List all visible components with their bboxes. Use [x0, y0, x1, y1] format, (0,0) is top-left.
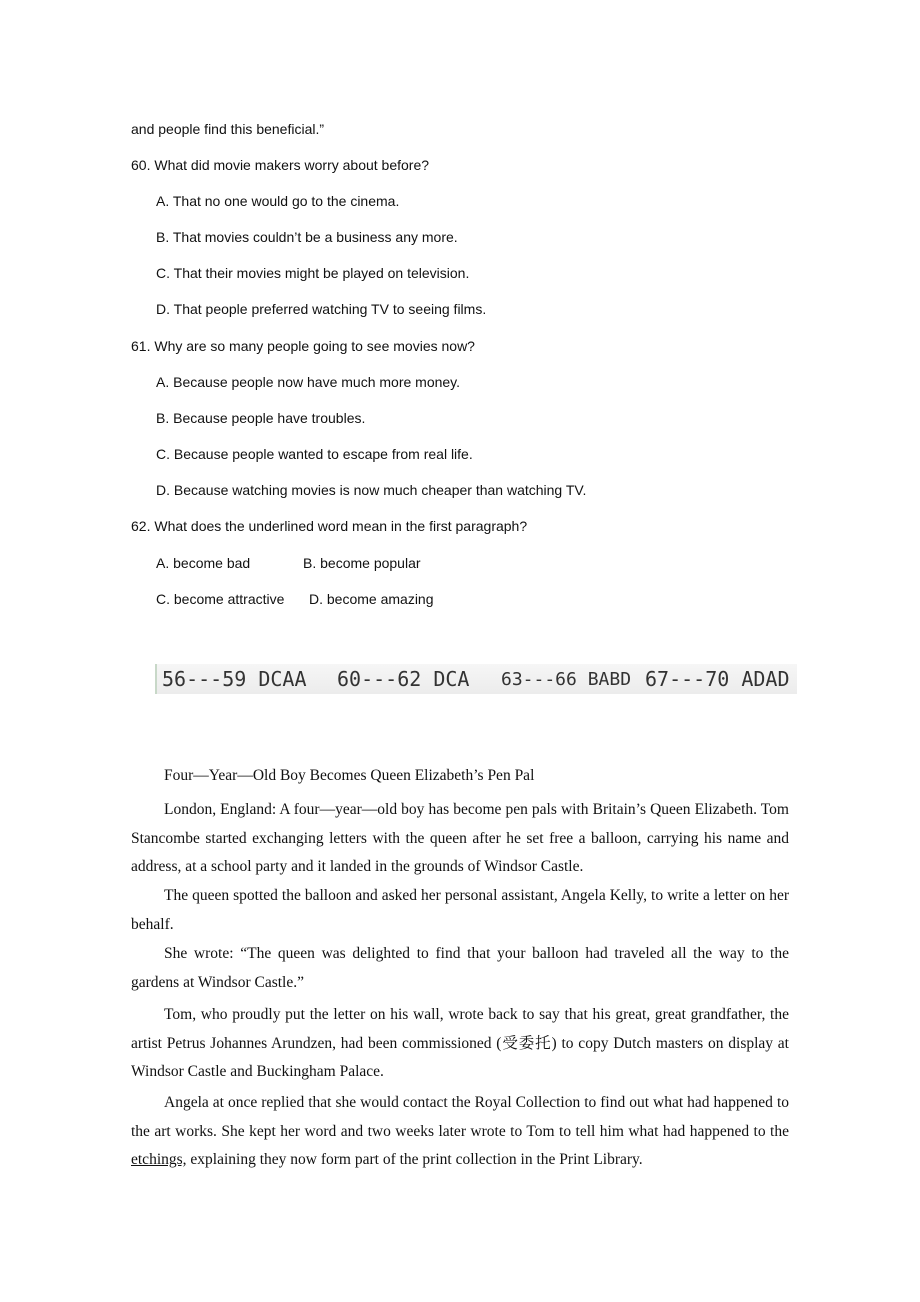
- article-paragraph-1: London, England: A four—year—old boy has become pen pals with Britain’s Queen Elizabeth. Tom Stancombe started exchanging letters with the queen after he set free a balloon, carrying his name and address, at a school party and it landed in the grounds of Windsor Castle.: [131, 801, 789, 875]
- question-62-option-a: A. become bad: [156, 555, 251, 571]
- question-60-option-a: A. That no one would go to the cinema.: [156, 193, 400, 209]
- answer-group-63-66: 63---66 BABD: [501, 669, 632, 690]
- article-paragraph-2: The queen spotted the balloon and asked her personal assistant, Angela Kelly, to write a letter on her behalf.: [131, 887, 789, 933]
- question-61-option-b: B. Because people have troubles.: [156, 410, 366, 426]
- question-61-stem: 61. Why are so many people going to see movies now?: [131, 338, 475, 354]
- question-60-stem: 60. What did movie makers worry about before?: [131, 157, 430, 173]
- underlined-word-etchings: etchings,: [131, 1151, 187, 1168]
- question-61-option-c: C. Because people wanted to escape from real life.: [156, 446, 473, 462]
- question-60-option-d: D. That people preferred watching TV to seeing films.: [156, 301, 487, 317]
- article-title: Four—Year—Old Boy Becomes Queen Elizabeth’s Pen Pal: [164, 767, 535, 784]
- answer-key-strip: [155, 664, 797, 694]
- question-62-option-b: B. become popular: [303, 555, 421, 571]
- question-60-option-c: C. That their movies might be played on television.: [156, 265, 470, 281]
- question-61-option-a: A. Because people now have much more money.: [156, 374, 461, 390]
- question-62-option-d: D. become amazing: [309, 591, 434, 607]
- article-paragraph-3: She wrote: “The queen was delighted to find that your balloon had traveled all the way to the gardens at Windsor Castle.”: [131, 945, 789, 991]
- question-61-option-d: D. Because watching movies is now much cheaper than watching TV.: [156, 482, 587, 498]
- answer-group-56-59: 56---59 DCAA: [162, 667, 307, 691]
- answer-group-67-70: 67---70 ADAD: [645, 667, 790, 691]
- answer-group-60-62: 60---62 DCA: [337, 667, 470, 691]
- continuation-text: and people find this beneficial.”: [131, 121, 325, 137]
- article-paragraph-5: [131, 1089, 789, 1175]
- question-60-option-b: B. That movies couldn’t be a business any more.: [156, 229, 458, 245]
- paragraph-5-text-after: explaining they now form part of the print collection in the Print Library.: [186, 1151, 643, 1168]
- article-paragraph-4: Tom, who proudly put the letter on his wall, wrote back to say that his great, great grandfather, the artist Petrus Johannes Arundzen, had been commissioned (受委托) to copy Dutch masters on display at Windsor Castle and Buckingham Palace.: [131, 1006, 789, 1080]
- question-62-stem: 62. What does the underlined word mean in the first paragraph?: [131, 518, 528, 534]
- paragraph-5-text-before: Angela at once replied that she would contact the Royal Collection to find out what had happened to the art works. She kept her word and two weeks later wrote to Tom to tell him what had happened to the: [131, 1094, 789, 1140]
- question-62-option-c: C. become attractive: [156, 591, 285, 607]
